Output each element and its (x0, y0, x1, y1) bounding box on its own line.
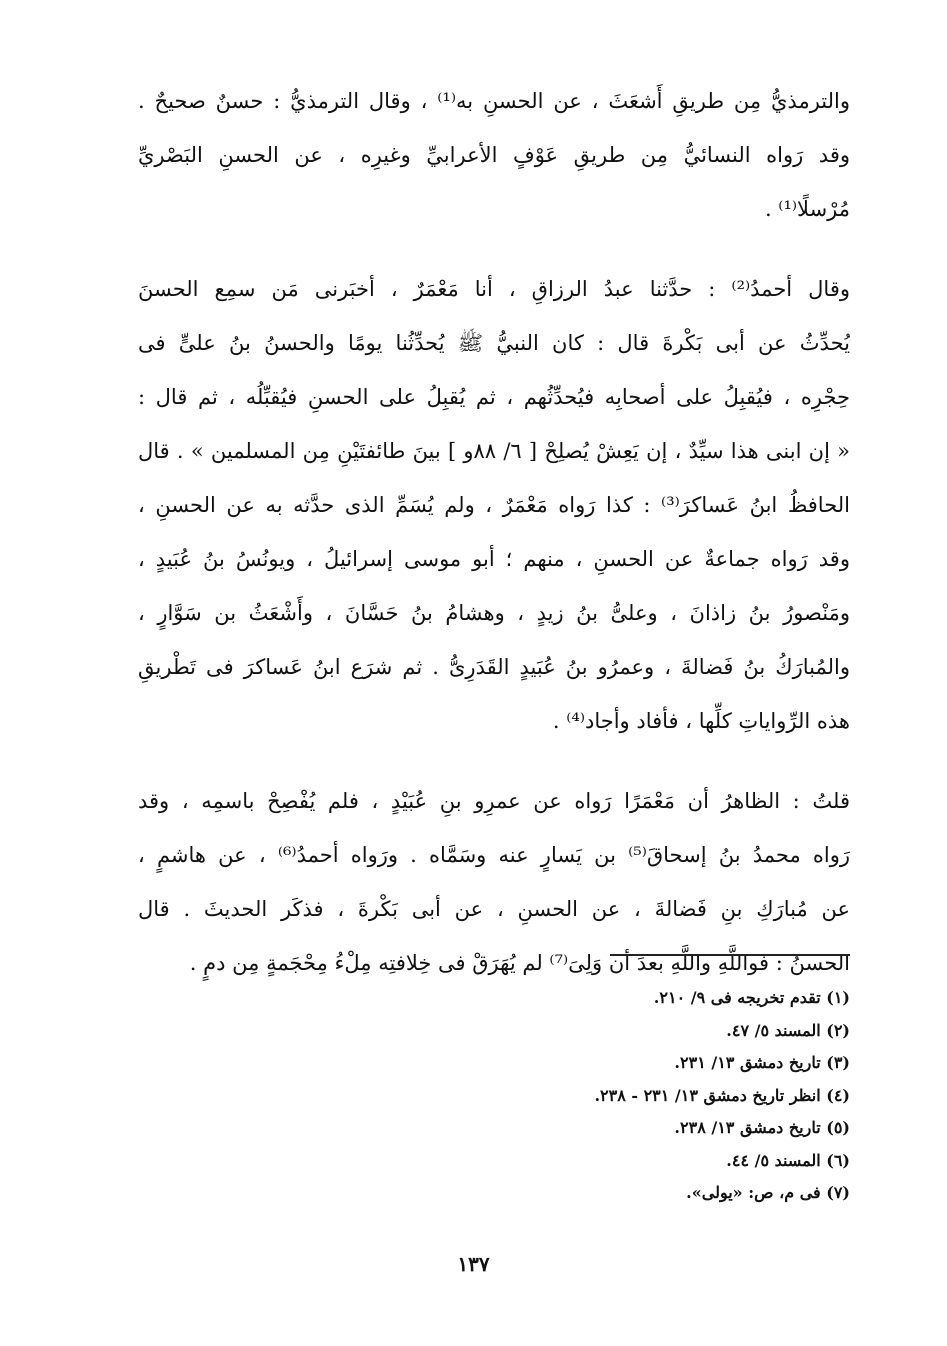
text-line: يُحدِّثُ عن أبى بَكْرةَ قال : كان النبيُّ ﷺ يُحدِّثُنا يومًا والحسنُ بنُ علىٍّ فى (138, 331, 850, 355)
paragraph-3 (138, 774, 850, 990)
footnote: (٧) فى م، ص: «يولى». (686, 1183, 850, 1202)
paragraph-2 (138, 262, 850, 748)
text-line: مُرْسلًا⁽¹⁾ . (764, 197, 850, 221)
text-line: وقد رَواه جماعةٌ عن الحسنِ ، منهم ؛ أبو موسى إسرائيلُ ، ويونُسُ بنُ عُبَيدٍ ، (138, 547, 850, 571)
text-line: « إن ابنى هذا سيِّدٌ ، إن يَعِشْ يُصلِحْ [ ٦/ ٨٨و ] بينَ طائفتَيْنِ مِن المسلمين » . قال (138, 439, 850, 463)
text-line: وقال أحمدُ⁽²⁾ : حدَّثنا عبدُ الرزاقِ ، أنا مَعْمَرٌ ، أخبَرنى مَن سمِع الحسنَ (138, 277, 850, 301)
footnotes (400, 982, 850, 1210)
footnote-divider (610, 954, 850, 956)
text-line: هذه الرِّواياتِ كلِّها ، فأفاد وأجاد⁽⁴⁾ . (552, 709, 850, 733)
text-line: الحسنُ : فواللَّهِ واللَّهِ بعدَ أن وَلِىَ⁽⁷⁾ لم يُهَرَقْ فى خِلافتِه مِلْءُ مِحْجَمةٍ مِن دمٍ . (189, 951, 850, 975)
footnote: (٤) انظر تاريخ دمشق ١٣/ ٢٣١ - ٢٣٨. (594, 1085, 850, 1105)
text-line: الحافظُ ابنُ عَساكرَ⁽³⁾ : كذا رَواه مَعْمَرٌ ، ولم يُسَمِّ الذى حدَّثه به عن الحسنِ ، (138, 493, 850, 517)
text-line: قلتُ : الظاهرُ أن مَعْمَرًا رَواه عن عمرِو بنِ عُبَيْدٍ ، فلم يُفْصِحْ باسمِه ، وقد (138, 789, 850, 813)
text-line: وقد رَواه النسائيُّ مِن طريقِ عَوْفٍ الأعرابيِّ وغيرِه ، عن الحسنِ البَصْريِّ (138, 143, 850, 167)
text-line: عن مُبارَكِ بنِ فَضالةَ ، عن الحسنِ ، عن أبى بَكْرةَ ، فذكَر الحديثَ . قال (138, 897, 850, 921)
main-text (138, 74, 850, 1016)
text-line: والترمذيُّ مِن طريقِ أَشعَثَ ، عن الحسنِ به⁽¹⁾ ، وقال الترمذيُّ : حسنٌ صحيحٌ . (138, 89, 850, 113)
page-number: ١٣٧ (457, 1252, 490, 1276)
footnote: (١) تقدم تخريجه فى ٩/ ٢١٠. (653, 988, 850, 1007)
text-line: رَواه محمدُ بنُ إسحاقَ⁽⁵⁾ بن يَسارٍ عنه وسَمَّاه . ورَواه أحمدُ⁽⁶⁾ ، عن هاشمٍ ، (138, 843, 850, 867)
paragraph-1 (138, 74, 850, 236)
text-line: ومَنْصورُ بنُ زاذانَ ، وعلىُّ بنُ زيدٍ ، وهشامُ بنُ حَسَّانَ ، وأَشْعَثُ بن سَوَّارٍ ، (138, 601, 850, 625)
footnote: (٦) المسند ٥/ ٤٤. (726, 1150, 850, 1170)
footnote: (٣) تاريخ دمشق ١٣/ ٢٣١. (674, 1053, 850, 1072)
text-line: حِجْرِه ، فيُقبِلُ على أصحابِه فيُحدِّثُهم ، ثم يُقبِلُ على الحسنِ فيُقبِّلُه ، ثم قال : (138, 385, 850, 409)
text-line: والمُبارَكُ بنُ فَضالةَ ، وعمرُو بنُ عُبَيدٍ القَدَرِىُّ . ثم شرَع ابنُ عَساكرَ فى تَطْريقِ (138, 655, 850, 679)
footnote: (٢) المسند ٥/ ٤٧. (726, 1020, 850, 1040)
footnote: (٥) تاريخ دمشق ١٣/ ٢٣٨. (674, 1118, 850, 1137)
